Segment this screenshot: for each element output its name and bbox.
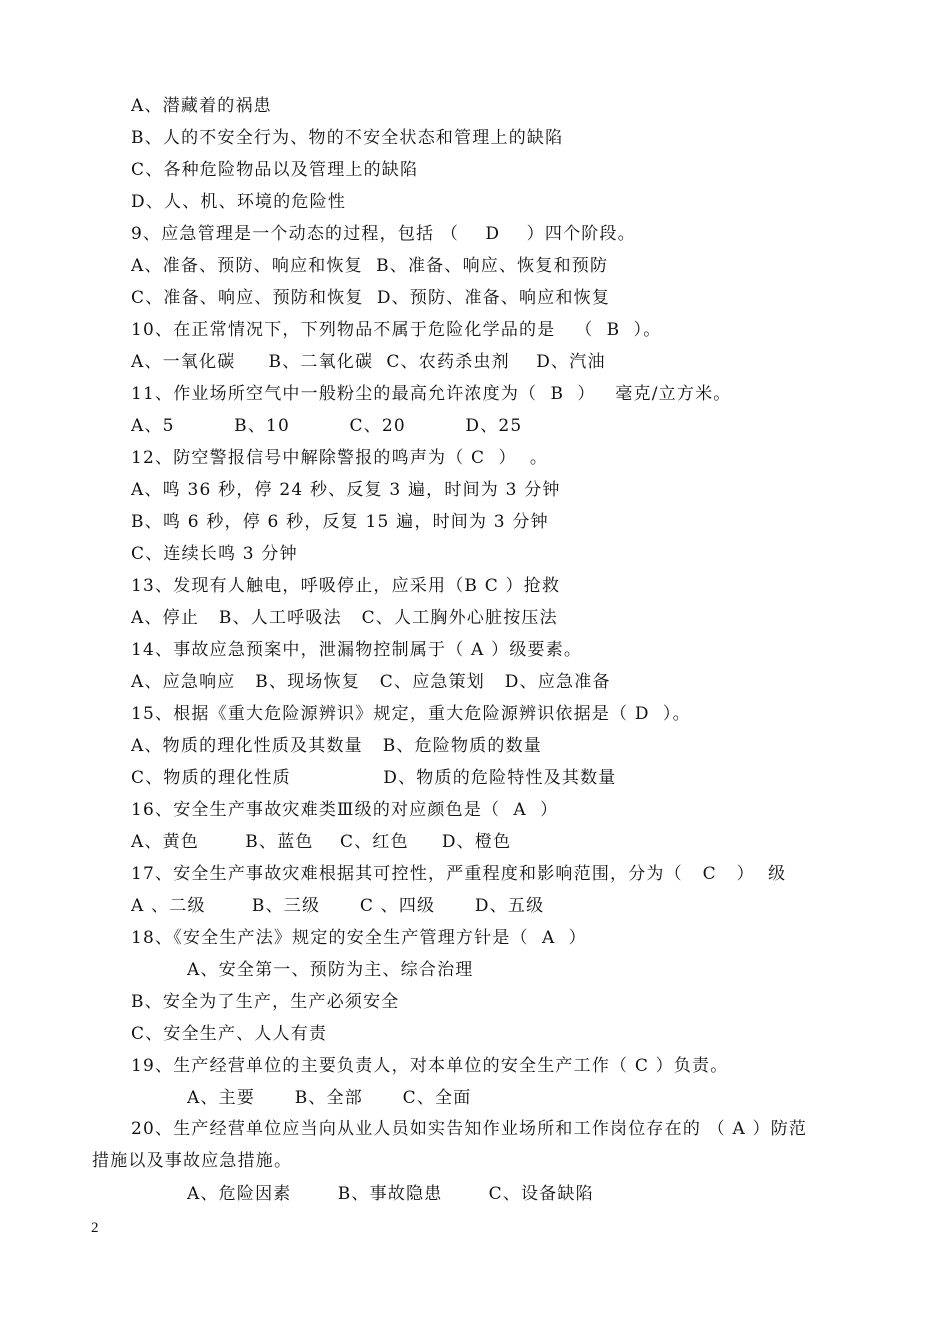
text-line: A、5 B、10 C、20 D、25 xyxy=(131,416,523,436)
page-number: 2 xyxy=(91,1220,99,1236)
text-line: A、潜藏着的祸患 xyxy=(131,96,272,116)
text-line: B、人的不安全行为、物的不安全状态和管理上的缺陷 xyxy=(131,128,564,148)
text-line: A、准备、预防、响应和恢复 B、准备、响应、恢复和预防 xyxy=(131,256,609,276)
question-20-paragraph: 20、生产经营单位应当向从业人员如实告知作业场所和工作岗位存在的 （ A ）防范措施以及事故应急措施。 xyxy=(92,1119,808,1171)
text-line: B、鸣 6 秒，停 6 秒，反复 15 遍，时间为 3 分钟 xyxy=(131,512,549,532)
text-line: C、连续长鸣 3 分钟 xyxy=(131,544,298,564)
text-line: 14、事故应急预案中，泄漏物控制属于（ A ）级要素。 xyxy=(131,640,583,660)
text-line: 12、防空警报信号中解除警报的鸣声为（ C ） 。 xyxy=(131,448,549,468)
text-line: 11、作业场所空气中一般粉尘的最高允许浓度为（ B ） 毫克/立方米。 xyxy=(131,384,732,404)
text-line: A、主要 B、全部 C、全面 xyxy=(187,1088,472,1108)
text-line: C、各种危险物品以及管理上的缺陷 xyxy=(131,160,419,180)
text-line: D、人、机、环境的危险性 xyxy=(131,192,347,212)
text-line: 16、安全生产事故灾难类Ⅲ级的对应颜色是（ A ） xyxy=(131,800,559,820)
text-line: 18、《安全生产法》规定的安全生产管理方针是（ A ） xyxy=(131,928,587,948)
text-line: C、安全生产、人人有责 xyxy=(131,1024,328,1044)
text-line: A、黄色 B、蓝色 C、红色 D、橙色 xyxy=(131,832,512,852)
text-line: C、物质的理化性质 D、物质的危险特性及其数量 xyxy=(131,768,617,788)
text-line: C、准备、响应、预防和恢复 D、预防、准备、响应和恢复 xyxy=(131,288,611,308)
text-line: A、应急响应 B、现场恢复 C、应急策划 D、应急准备 xyxy=(131,672,611,692)
text-line: 10、在正常情况下，下列物品不属于危险化学品的是 （ B ）。 xyxy=(131,320,662,340)
text-line: 19、生产经营单位的主要负责人，对本单位的安全生产工作（ C ）负责。 xyxy=(131,1056,729,1076)
text-line: 9、应急管理是一个动态的过程，包括 （ D ）四个阶段。 xyxy=(131,224,636,244)
text-line: B、安全为了生产，生产必须安全 xyxy=(131,992,400,1012)
text-line: A、物质的理化性质及其数量 B、危险物质的数量 xyxy=(131,736,542,756)
text-line: 17、安全生产事故灾难根据其可控性，严重程度和影响范围，分为（ C ） 级 xyxy=(131,864,787,884)
text-line: 15、根据《重大危险源辨识》规定，重大危险源辨识依据是（ D ）。 xyxy=(131,704,691,724)
text-line: A、一氧化碳 B、二氧化碳 C、农药杀虫剂 D、汽油 xyxy=(131,352,606,372)
text-line: A 、二级 B、三级 C 、四级 D、五级 xyxy=(131,896,545,916)
text-line: A、安全第一、预防为主、综合治理 xyxy=(187,960,474,980)
text-line: 13、发现有人触电，呼吸停止，应采用（B C ）抢救 xyxy=(131,576,561,596)
text-line: A、停止 B、人工呼吸法 C、人工胸外心脏按压法 xyxy=(131,608,558,628)
text-line: A、鸣 36 秒，停 24 秒、反复 3 遍，时间为 3 分钟 xyxy=(131,480,561,500)
text-line: A、危险因素 B、事故隐患 C、设备缺陷 xyxy=(187,1184,594,1204)
